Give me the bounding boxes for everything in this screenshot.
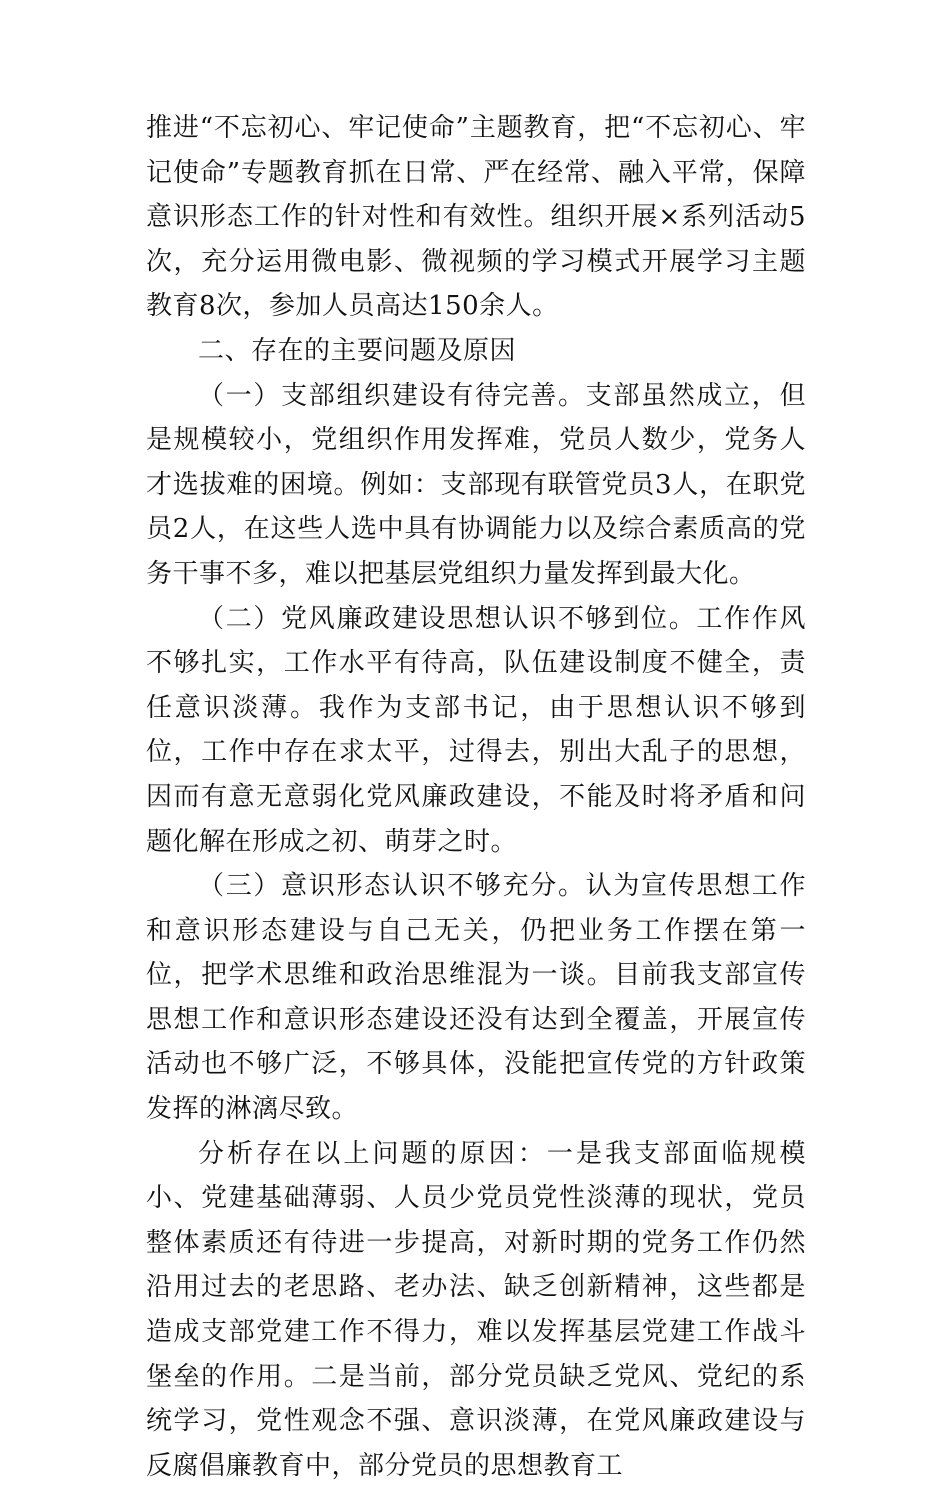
paragraph-ideology: （三）意识形态认识不够充分。认为宣传思想工作和意识形态建设与自己无关，仍把业务工作摆在第一位，把学术思维和政治思维混为一谈。目前我支部宣传思想工作和意识形态建设还没有达到全覆盖，开展宣传活动也不够广泛，不够具体，没能把宣传党的方针政策发挥的淋漓尽致。 bbox=[146, 871, 806, 1125]
paragraph-integrity: （二）党风廉政建设思想认识不够到位。工作作风不够扎实，工作水平有待高，队伍建设制度不健全，责任意识淡薄。我作为支部书记，由于思想认识不够到位，工作中存在求太平，过得去，别出大乱子的思想，因而有意无意弱化党风廉政建设，不能及时将矛盾和问题化解在形成之初、萌芽之时。 bbox=[146, 603, 806, 857]
document-page bbox=[146, 106, 806, 1488]
paragraph-continuation: 推进“不忘初心、牢记使命”主题教育，把“不忘初心、牢记使命”专题教育抓在日常、严在经常、融入平常，保障意识形态工作的针对性和有效性。组织开展×系列活动5次，充分运用微电影、微视频的学习模式开展学习主题教育8次，参加人员高达150余人。 bbox=[146, 113, 806, 322]
paragraph-analysis: 分析存在以上问题的原因：一是我支部面临规模小、党建基础薄弱、人员少党员党性淡薄的现状，党员整体素质还有待进一步提高，对新时期的党务工作仍然沿用过去的老思路、老办法、缺乏创新精神，这些都是造成支部党建工作不得力，难以发挥基层党建工作战斗堡垒的作用。二是当前，部分党员缺乏党风、党纪的系统学习，党性观念不强、意识淡薄，在党风廉政建设与反腐倡廉教育中，部分党员的思想教育工 bbox=[146, 1138, 806, 1481]
section-heading: 二、存在的主要问题及原因 bbox=[198, 335, 517, 366]
paragraph-organization: （一）支部组织建设有待完善。支部虽然成立，但是规模较小，党组织作用发挥难，党员人数少，党务人才选拔难的困境。例如：支部现有联管党员3人，在职党员2人，在这些人选中具有协调能力以及综合素质高的党务干事不多，难以把基层党组织力量发挥到最大化。 bbox=[146, 380, 806, 589]
